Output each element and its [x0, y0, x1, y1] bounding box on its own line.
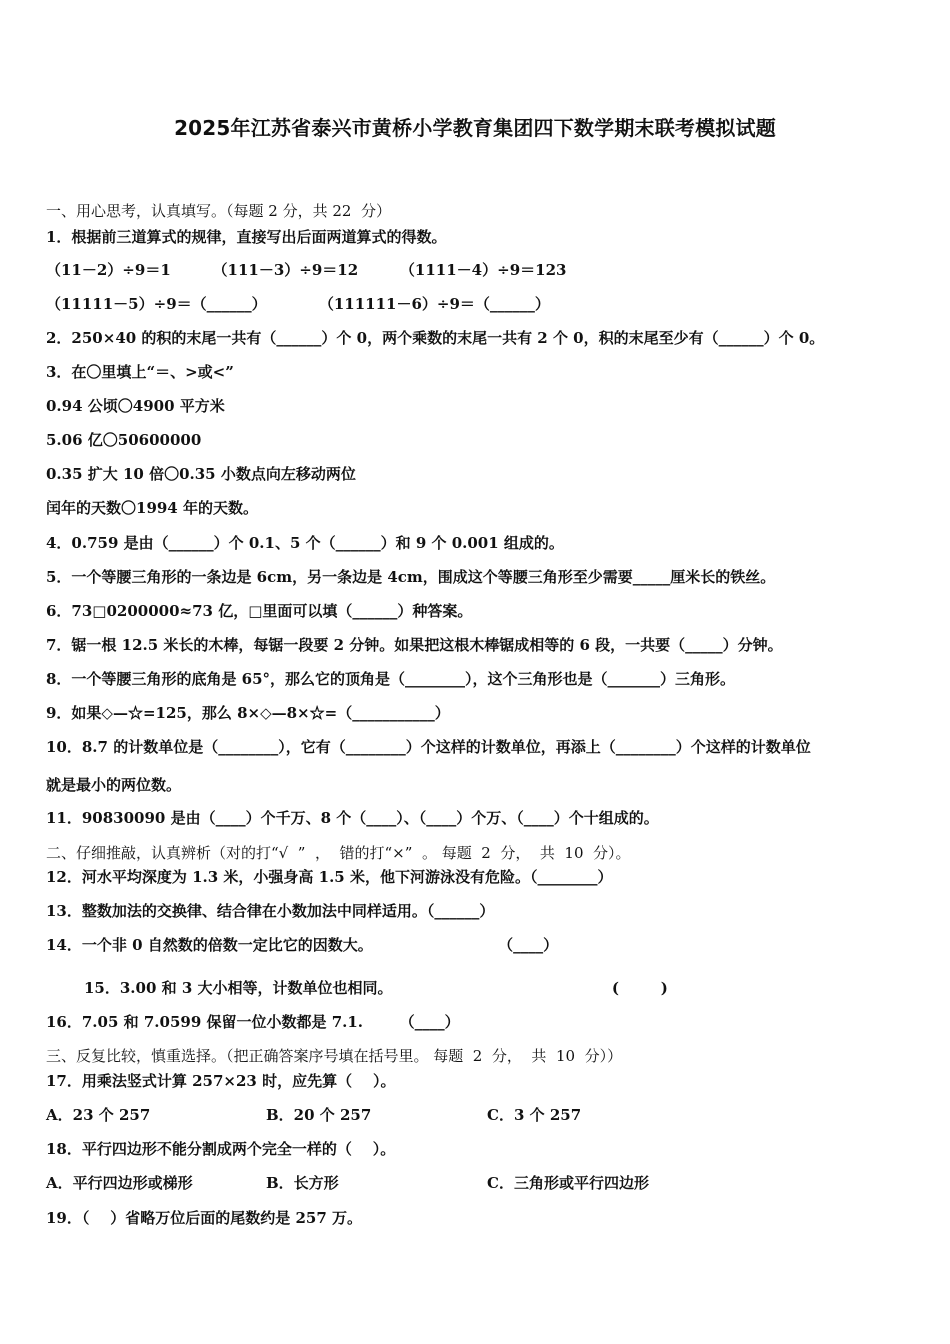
question-3-item-4: 闰年的天数〇1994 年的天数。: [46, 499, 258, 517]
q17-option-b: B．20 个 257: [266, 1106, 372, 1124]
question-3-item-1: 0.94 公顷〇4900 平方米: [46, 397, 225, 415]
question-2: 2．250×40 的积的末尾一共有（______）个 0，两个乘数的末尾一共有 2 个 0，积的末尾至少有（______）个 0。: [46, 329, 825, 347]
section-2-heading: 二、仔细推敲，认真辨析（对的打“√ ” ， 错的打“×” 。 每题 2 分， 共 10 分）。: [46, 844, 631, 862]
question-6: 6．73□0200000≈73 亿，□里面可以填（______）种答案。: [46, 602, 473, 620]
question-8: 8．一个等腰三角形的底角是 65°，那么它的顶角是（________），这个三角形也是（_______）三角形。: [46, 670, 736, 688]
question-1-formulas: （11－2）÷9＝1 （111－3）÷9＝12 （1111－4）÷9＝123: [46, 261, 567, 279]
question-12: 12．河水平均深度为 1.3 米，小强身高 1.5 米，他下河游泳没有危险。（________）: [46, 868, 613, 886]
question-18: 18．平行四边形不能分割成两个完全一样的（ ）。: [46, 1140, 396, 1158]
q18-option-a: A．平行四边形或梯形: [46, 1174, 193, 1192]
question-16: 16．7.05 和 7.0599 保留一位小数都是 7.1. （____）: [46, 1013, 460, 1031]
question-4: 4．0.759 是由（______）个 0.1、5 个（______）和 9 个 0.001 组成的。: [46, 534, 564, 552]
question-10: 10．8.7 的计数单位是（________），它有（________）个这样的计数单位，再添上（________）个这样的计数单位: [46, 738, 811, 756]
question-13: 13．整数加法的交换律、结合律在小数加法中同样适用。（______）: [46, 902, 495, 920]
question-1: 1．根据前三道算式的规律，直接写出后面两道算式的得数。: [46, 228, 447, 246]
question-5: 5．一个等腰三角形的一条边是 6cm，另一条边是 4cm，围成这个等腰三角形至少需要_____厘米长的铁丝。: [46, 568, 776, 586]
question-14: 14．一个非 0 自然数的倍数一定比它的因数大。 （____）: [46, 936, 559, 954]
question-3-item-3: 0.35 扩大 10 倍〇0.35 小数点向左移动两位: [46, 465, 356, 483]
question-11: 11．90830090 是由（____）个千万、8 个（____）、（____）个万、（____）个十组成的。: [46, 809, 659, 827]
section-1-heading: 一、用心思考，认真填写。（每题 2 分，共 22 分）: [46, 202, 391, 220]
question-10-continued: 就是最小的两位数。: [46, 776, 182, 794]
question-19: 19．（ ）省略万位后面的尾数约是 257 万。: [46, 1209, 363, 1227]
question-1-blanks: （11111－5）÷9＝（______） （111111－6）÷9＝（______）: [46, 295, 550, 313]
question-15: 15．3.00 和 3 大小相等，计数单位也相同。 ( ): [84, 979, 668, 997]
q18-option-c: C．三角形或平行四边形: [487, 1174, 649, 1192]
section-3-heading: 三、反复比较，慎重选择。（把正确答案序号填在括号里。 每题 2 分， 共 10 分））: [46, 1047, 623, 1065]
page-title: 2025年江苏省泰兴市黄桥小学教育集团四下数学期末联考模拟试题: [174, 116, 776, 140]
q17-option-a: A．23 个 257: [46, 1106, 151, 1124]
question-7: 7．锯一根 12.5 米长的木棒，每锯一段要 2 分钟。如果把这根木棒锯成相等的 6 段，一共要（_____）分钟。: [46, 636, 783, 654]
q18-option-b: B．长方形: [266, 1174, 339, 1192]
question-3: 3．在〇里填上“＝、>或<”: [46, 363, 234, 381]
question-3-item-2: 5.06 亿〇50600000: [46, 431, 202, 449]
question-17: 17．用乘法竖式计算 257×23 时，应先算（ ）。: [46, 1072, 396, 1090]
q17-option-c: C．3 个 257: [487, 1106, 582, 1124]
question-9: 9．如果◇—☆=125，那么 8×◇—8×☆=（___________）: [46, 704, 450, 722]
